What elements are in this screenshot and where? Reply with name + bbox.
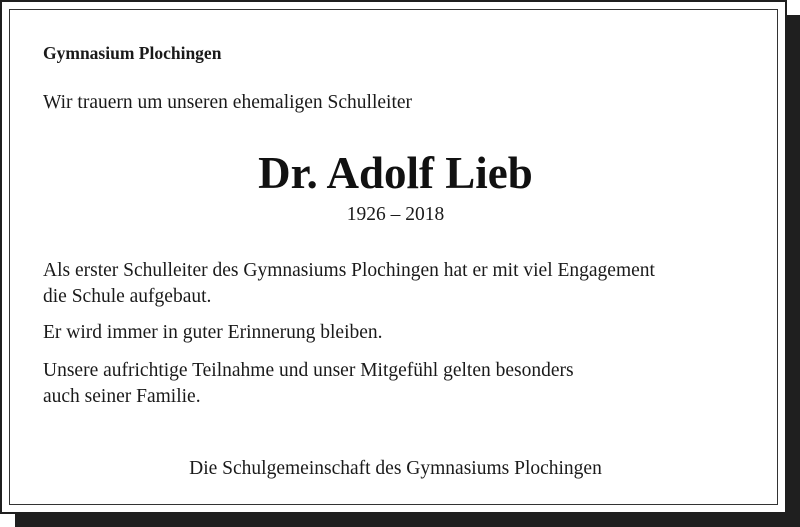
intro-text: Wir trauern um unseren ehemaligen Schulleiter — [43, 92, 413, 113]
paragraph-tribute — [43, 258, 655, 310]
signoff: Die Schulgemeinschaft des Gymnasiums Plochingen — [189, 458, 602, 479]
paragraph-condolence — [43, 358, 574, 410]
paragraph-condolence-line-2: auch seiner Familie. — [43, 386, 201, 407]
paragraph-condolence-line-1: Unsere aufrichtige Teilnahme und unser Mitgefühl gelten besonders — [43, 360, 574, 381]
deceased-name: Dr. Adolf Lieb — [258, 148, 533, 198]
paragraph-tribute-line-1: Als erster Schulleiter des Gymnasiums Plochingen hat er mit viel Engagement — [43, 260, 655, 281]
paragraph-tribute-line-2: die Schule aufgebaut. — [43, 286, 212, 307]
organization-name: Gymnasium Plochingen — [43, 43, 222, 63]
life-years: 1926 – 2018 — [346, 204, 445, 225]
inner-frame — [9, 9, 778, 505]
paragraph-remembrance: Er wird immer in guter Erinnerung bleiben. — [43, 322, 383, 343]
